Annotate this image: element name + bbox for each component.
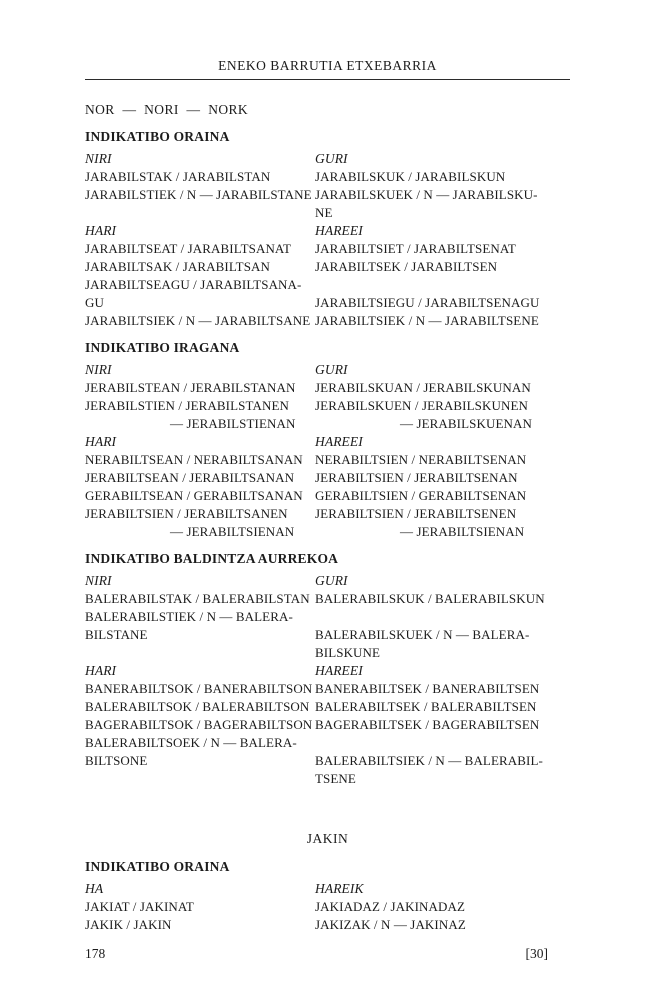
verb-cell-right: GURI [315, 151, 348, 166]
verb-section [85, 339, 570, 541]
verb-row [85, 916, 570, 934]
verb-cell-left: HARI [85, 663, 117, 678]
verb-rows [85, 880, 570, 934]
verb-cell-right: BALERABILSKUEK / N — BALERA- [315, 627, 530, 642]
verb-row [85, 222, 570, 240]
verb-cell-left: HA [85, 881, 104, 896]
verb-cell-left: JERABILTSEAN / JERABILTSANAN [85, 470, 295, 485]
section-heading: INDIKATIBO ORAINA [85, 129, 230, 144]
running-header: ENEKO BARRUTIA ETXEBARRIA [218, 58, 437, 73]
verb-cell-right: HAREEI [315, 663, 363, 678]
verb-row [85, 752, 570, 770]
verb-cell-right: JERABILSKUEN / JERABILSKUNEN [315, 398, 528, 413]
verb-cell-right: NERABILTSIEN / NERABILTSENAN [315, 452, 527, 467]
paradigm-title: NOR — NORI — NORK [85, 102, 249, 117]
verb-cell-right: BALERABILTSIEK / N — BALERABIL- [315, 753, 543, 768]
verb-row [85, 415, 570, 433]
verb-cell-right: JARABILTSIEK / N — JARABILTSENE [315, 313, 539, 328]
verb-cell-right [315, 734, 570, 752]
verb-section [85, 550, 570, 788]
verb-row [85, 680, 570, 698]
verb-cell-left: BALERABILSTIEK / N — BALERA- [85, 609, 293, 624]
page-footer [85, 945, 570, 963]
verb-cell-left [85, 644, 315, 662]
verb-cell-left: NERABILTSEAN / NERABILTSANAN [85, 452, 303, 467]
verb-row [85, 572, 570, 590]
section-heading: INDIKATIBO ORAINA [85, 859, 230, 874]
verb-cell-left: BILTSONE [85, 753, 148, 768]
verb-cell-left: NIRI [85, 362, 112, 377]
verb-cell-right: JAKIZAK / N — JAKINAZ [315, 917, 466, 932]
verb-row [85, 312, 570, 330]
verb-cell-right: BALERABILTSEK / BALERABILTSEN [315, 699, 537, 714]
verb-cell-right [315, 608, 570, 626]
verb-cell-left: NIRI [85, 151, 112, 166]
verb-cell-right: BILSKUNE [315, 645, 381, 660]
verb-cell-left: JARABILTSEAT / JARABILTSANAT [85, 241, 292, 256]
verb-cell-left: JARABILSTAK / JARABILSTAN [85, 169, 271, 184]
verb-cell-left: JERABILSTEAN / JERABILSTANAN [85, 380, 296, 395]
verb-row [85, 168, 570, 186]
verb-cell-right: JERABILTSIEN / JERABILTSENEN [315, 506, 517, 521]
verb-row [85, 258, 570, 276]
verb-row [85, 734, 570, 752]
verb-cell-right: TSENE [315, 771, 356, 786]
verb-cell-right: JARABILSKUK / JARABILSKUN [315, 169, 506, 184]
verb-cell-left: JAKIAT / JAKINAT [85, 899, 194, 914]
verb-section [85, 128, 570, 330]
verb-row [85, 361, 570, 379]
verb-cell-right: GERABILTSIEN / GERABILTSENAN [315, 488, 527, 503]
verb-row [85, 150, 570, 168]
verb-rows [85, 572, 570, 788]
verb-cell-right: JARABILSKUEK / N — JARABILSKU- [315, 187, 538, 202]
verb-cell-left [85, 204, 315, 222]
verb-cell-left [85, 770, 315, 788]
verb-row [85, 698, 570, 716]
verb-row [85, 379, 570, 397]
verb-row [85, 505, 570, 523]
verb-row [85, 451, 570, 469]
verb-cell-left: BALERABILSTAK / BALERABILSTAN [85, 591, 310, 606]
verb-cell-left: JARABILSTIEK / N — JARABILSTANE [85, 187, 312, 202]
verb-section [85, 858, 570, 934]
verb-cell-right: — JERABILTSIENAN [400, 524, 525, 539]
verb-rows [85, 150, 570, 330]
verb-row [85, 487, 570, 505]
verb-cell-left: JARABILTSEAGU / JARABILTSANA- [85, 277, 302, 292]
verb-row [85, 644, 570, 662]
verb-row [85, 276, 570, 294]
verb-cell-right: — JERABILSKUENAN [400, 416, 532, 431]
verb-cell-right [315, 276, 570, 294]
verb-cell-left: BILSTANE [85, 627, 148, 642]
verb-cell-right: HAREEI [315, 434, 363, 449]
verb-cell-left: BANERABILTSOK / BANERABILTSON [85, 681, 313, 696]
verb-row [85, 626, 570, 644]
section-heading: INDIKATIBO IRAGANA [85, 340, 240, 355]
bracket-number: [30] [525, 946, 548, 961]
verb-cell-left: JERABILTSIEN / JERABILTSANEN [85, 506, 288, 521]
verb-cell-left: BALERABILTSOK / BALERABILTSON [85, 699, 310, 714]
verb-cell-right: JARABILTSIEGU / JARABILTSENAGU [315, 295, 540, 310]
verb-cell-right: JARABILTSIET / JARABILTSENAT [315, 241, 516, 256]
verb-row [85, 590, 570, 608]
verb-rows [85, 361, 570, 541]
section-heading: INDIKATIBO BALDINTZA AURREKOA [85, 551, 339, 566]
verb-cell-right: BAGERABILTSEK / BAGERABILTSEN [315, 717, 540, 732]
verb-row [85, 662, 570, 680]
header-rule-divider [85, 79, 570, 80]
verb-cell-left: NIRI [85, 573, 112, 588]
verb-row [85, 294, 570, 312]
verb-row [85, 523, 570, 541]
verb-cell-left: GERABILTSEAN / GERABILTSANAN [85, 488, 303, 503]
verb-row [85, 898, 570, 916]
verb-row [85, 880, 570, 898]
verb-cell-left: HARI [85, 223, 117, 238]
page-number: 178 [85, 946, 106, 961]
verb-cell-right: JERABILTSIEN / JERABILTSENAN [315, 470, 518, 485]
verb-cell-right: NE [315, 205, 333, 220]
verb-cell-left: BALERABILTSOEK / N — BALERA- [85, 735, 297, 750]
verb-cell-right: BALERABILSKUK / BALERABILSKUN [315, 591, 545, 606]
verb-row [85, 433, 570, 451]
verb-cell-left: — JERABILTSIENAN [170, 524, 295, 539]
verb-row [85, 716, 570, 734]
verb-cell-left: JARABILTSAK / JARABILTSAN [85, 259, 271, 274]
verb-cell-right: JARABILTSEK / JARABILTSEN [315, 259, 498, 274]
verb-row [85, 608, 570, 626]
verb-row [85, 240, 570, 258]
verb-cell-left: GU [85, 295, 104, 310]
verb-row [85, 770, 570, 788]
verb-cell-right: GURI [315, 573, 348, 588]
verb-cell-right: JERABILSKUAN / JERABILSKUNAN [315, 380, 531, 395]
verb-cell-left: — JERABILSTIENAN [170, 416, 296, 431]
verb-cell-right: HAREEI [315, 223, 363, 238]
verb-row [85, 469, 570, 487]
verb-cell-left: JERABILSTIEN / JERABILSTANEN [85, 398, 289, 413]
verb-row [85, 186, 570, 204]
content-blocks [85, 128, 570, 934]
verb-cell-left: JARABILTSIEK / N — JARABILTSANE [85, 313, 311, 328]
verb-cell-left: BAGERABILTSOK / BAGERABILTSON [85, 717, 313, 732]
verb-cell-right: JAKIADAZ / JAKINADAZ [315, 899, 466, 914]
verb-cell-left: JAKIK / JAKIN [85, 917, 172, 932]
verb-row [85, 397, 570, 415]
verb-cell-left: HARI [85, 434, 117, 449]
verb-cell-right: HAREIK [315, 881, 364, 896]
verb-cell-right: GURI [315, 362, 348, 377]
verb-cell-right: BANERABILTSEK / BANERABILTSEN [315, 681, 540, 696]
verb-row [85, 204, 570, 222]
centered-verb-heading: JAKIN [306, 831, 349, 846]
